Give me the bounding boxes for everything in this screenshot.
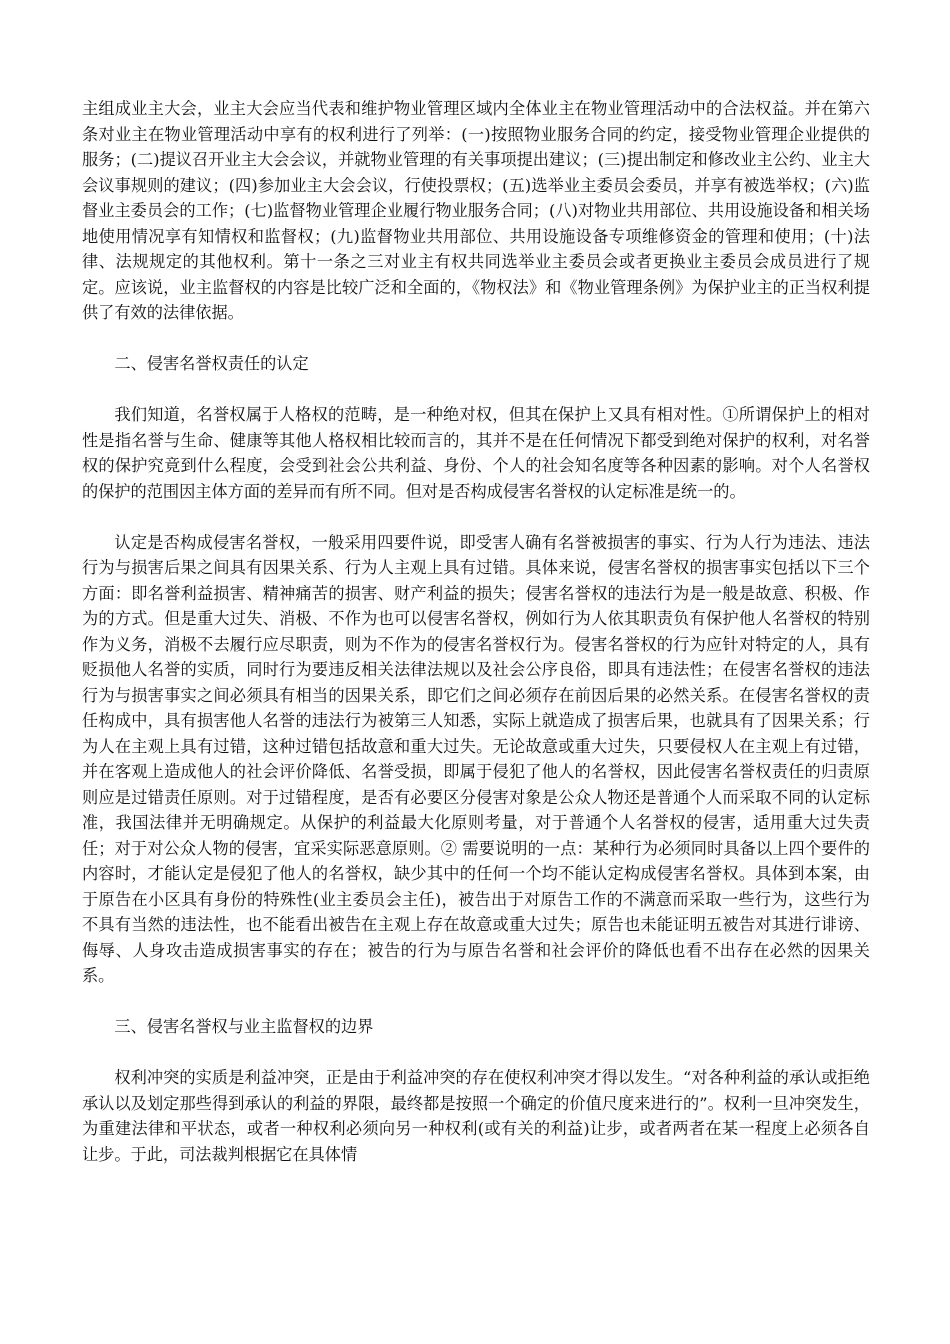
- section-heading-2: 二、侵害名誉权责任的认定: [114, 354, 309, 373]
- paragraph-gap: [82, 377, 870, 403]
- paragraph-gap: [82, 1040, 870, 1066]
- paragraph-3a: 权利冲突的实质是利益冲突，正是由于利益冲突的存在使权利冲突才得以发生。“对各种利益的承认或拒绝承认以及划定那些得到承认的利益的界限，最终都是按照一个确定的价值尺度来进行的”。权利一旦冲突发生，为重建法律和平状态，或者一种权利必须向另一种权利(或有关的利益)让步，或者两者在某一程度上必须各自让步。于此，司法裁判根据它在具体情: [82, 1068, 870, 1164]
- paragraph-gap: [82, 326, 870, 352]
- paragraph-gap: [82, 989, 870, 1015]
- document-page: [82, 96, 870, 1167]
- section-heading-3: 三、侵害名誉权与业主监督权的边界: [114, 1017, 374, 1036]
- paragraph-gap: [82, 504, 870, 530]
- paragraph-2b: 认定是否构成侵害名誉权，一般采用四要件说，即受害人确有名誉被损害的事实、行为人行为违法、违法行为与损害后果之间具有因果关系、行为人主观上具有过错。具体来说，侵害名誉权的损害事实包括以下三个方面：即名誉利益损害、精神痛苦的损害、财产利益的损失；侵害名誉权的违法行为是一般是故意、积极、作为的方式。但是重大过失、消极、不作为也可以侵害名誉权，例如行为人依其职责负有保护他人名誉权的特别作为义务，消极不去履行应尽职责，则为不作为的侵害名誉权行为。侵害名誉权的行为应针对特定的人，具有贬损他人名誉的实质，同时行为要违反相关法律法规以及社会公序良俗，即具有违法性；在侵害名誉权的违法行为与损害事实之间必须具有相当的因果关系，即它们之间必须存在前因后果的必然关系。在侵害名誉权的责任构成中，具有损害他人名誉的违法行为被第三人知悉，实际上就造成了损害后果，也就具有了因果关系；行为人在主观上具有过错，这种过错包括故意和重大过失。无论故意或重大过失，只要侵权人在主观上有过错，并在客观上造成他人的社会评价降低、名誉受损，即属于侵犯了他人的名誉权，因此侵害名誉权责任的归责原则应是过错责任原则。对于过错程度，是否有必要区分侵害对象是公众人物还是普通个人而采取不同的认定标准，我国法律并无明确规定。从保护的利益最大化原则考量，对于普通个人名誉权的侵害，适用重大过失责任；对于对公众人物的侵害，宜采实际恶意原则。② 需要说明的一点：某种行为必须同时具备以上四个要件的内容时，才能认定是侵犯了他人的名誉权，缺少其中的任何一个均不能认定构成侵害名誉权。具体到本案，由于原告在小区具有身份的特殊性(业主委员会主任)，被告出于对原告工作的不满意而采取一些行为，这些行为不具有当然的违法性，也不能看出被告在主观上存在故意或重大过失；原告也未能证明五被告对其进行诽谤、侮辱、人身攻击造成损害事实的存在；被告的行为与原告名誉和社会评价的降低也看不出存在必然的因果关系。: [82, 532, 870, 985]
- paragraph-2a: 我们知道，名誉权属于人格权的范畴，是一种绝对权，但其在保护上又具有相对性。①所谓保护上的相对性是指名誉与生命、健康等其他人格权相比较而言的，其并不是在任何情况下都受到绝对保护的权利，对名誉权的保护究竟到什么程度，会受到社会公共利益、身份、个人的社会知名度等各种因素的影响。对个人名誉权的保护的范围因主体方面的差异而有所不同。但对是否构成侵害名誉权的认定标准是统一的。: [82, 405, 870, 501]
- paragraph-continued: 主组成业主大会，业主大会应当代表和维护物业管理区域内全体业主在物业管理活动中的合法权益。并在第六条对业主在物业管理活动中享有的权利进行了列举：(一)按照物业服务合同的约定，接受物业管理企业提供的服务；(二)提议召开业主大会会议，并就物业管理的有关事项提出建议；(三)提出制定和修改业主公约、业主大会议事规则的建议；(四)参加业主大会会议，行使投票权；(五)选举业主委员会委员，并享有被选举权；(六)监督业主委员会的工作；(七)监督物业管理企业履行物业服务合同；(八)对物业共用部位、共用设施设备和相关场地使用情况享有知情权和监督权；(九)监督物业共用部位、共用设施设备专项维修资金的管理和使用；(十)法律、法规规定的其他权利。第十一条之三对业主有权共同选举业主委员会或者更换业主委员会成员进行了规定。应该说，业主监督权的内容是比较广泛和全面的，《物权法》和《物业管理条例》为保护业主的正当权利提供了有效的法律依据。: [82, 99, 870, 322]
